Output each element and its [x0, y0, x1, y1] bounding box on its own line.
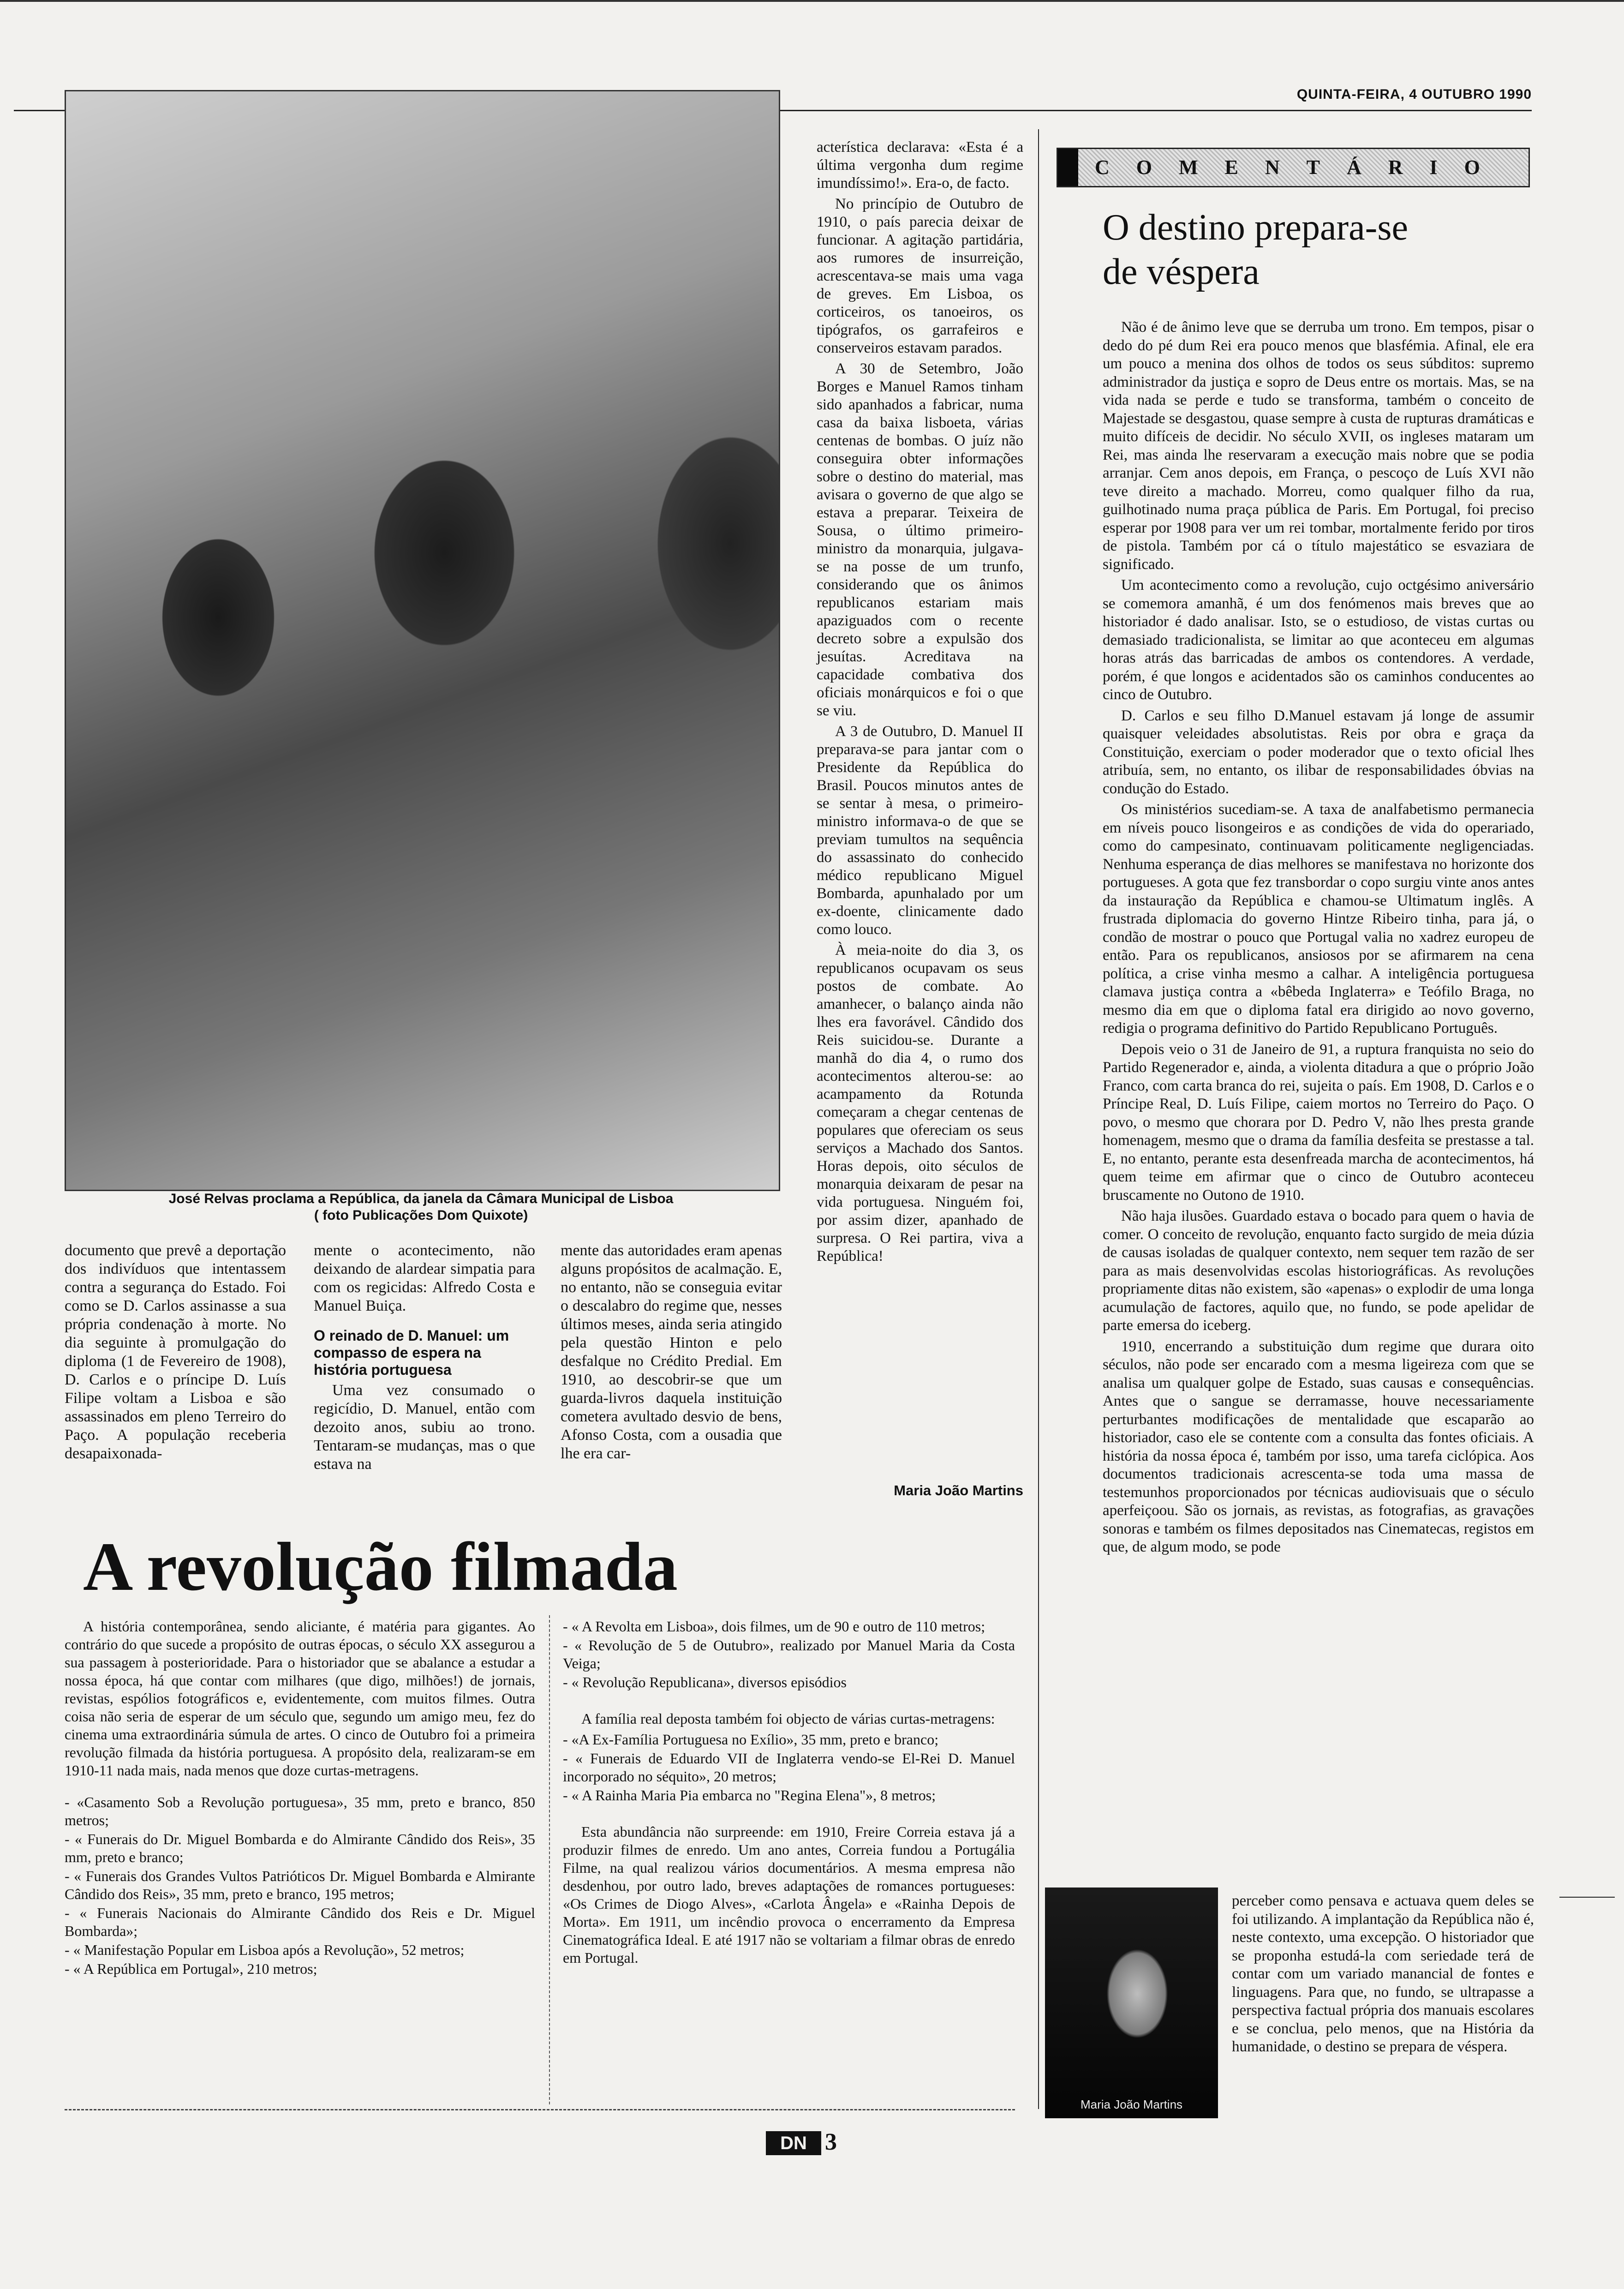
comment-title-line2: de véspera [1103, 252, 1260, 292]
main-paragraph: documento que prevê a deportação dos indivíduos que intentassem contra a segurança do Estado. Foi como se D. Carlos assinasse a sua própria condenação à morte. No dia seguinte à promulgação do diploma (1 de Fevereiro de 1908), D. Carlos e o príncipe D. Luís Filipe voltam a Lisboa e são assassinados em pleno Terreiro do Paço. A população receberia desapaixonada- [65, 1242, 286, 1462]
revolution-photo [65, 90, 780, 1191]
banner-label: COMENTÁRIO [1095, 156, 1507, 179]
column-divider [1038, 129, 1039, 2109]
film-bottom-dashes [65, 2109, 1015, 2110]
film-list-item: - « A Rainha Maria Pia embarca no "Regina Elena"», 8 metros; [563, 1787, 936, 1804]
comment-paragraph: perceber como pensava e actuava quem deles se foi utilizando. A implantação da República não é, neste contexto, uma excepção. O historiador que se proponha estudá-la com seriedade terá de contar com um variado manancial de fontes e linguagens. Para que, no fundo, se ultrapasse a perspectiva factual própria dos manuais escolares e se conclua, pelo menos, que na História da humanidade, o destino se prepara de véspera. [1232, 1893, 1534, 2055]
film-article-title: A revolução filmada [83, 1528, 678, 1605]
film-list-item: - « A Revolta em Lisboa», dois filmes, um de 90 e outro de 110 metros; [563, 1618, 985, 1635]
film-list-item: - « Revolução Republicana», diversos episódios [563, 1674, 847, 1690]
footer-logo [766, 2131, 821, 2155]
film-list-item: - «A Ex-Família Portuguesa no Exílio», 35 mm, preto e branco; [563, 1731, 939, 1748]
comment-paragraph: Os ministérios sucediam-se. A taxa de analfabetismo permanecia em níveis pouco lisongeiros e as condições de vida do operariado, como do campesinato, continuavam politicamente negligenciadas. Nenhuma esperança de dias melhores se manifestava no horizonte dos portugueses. A gota que fez transbordar o copo surgiu vinte anos antes da instauração da República e chamou-se Ultimatum inglês. A frustrada diplomacia do governo Hintze Ribeiro tinha, para já, o condão de mostrar o pouco que Portugal valia no xadrez europeu de então. Para os republicanos, ansiosos por se afirmarem na cena política, a crise vinha mesmo a calhar. A inteligência portuguesa clamava justiça contra a «bêbeda Inglaterra» e Teófilo Braga, no mesmo dia em que o diploma fatal era dirigido ao novo governo, redigia o programa definitivo do Partido Republicano Português. [1103, 801, 1534, 1037]
film-col-divider [549, 1615, 550, 2104]
film-col2 [563, 1618, 1015, 1970]
photo-caption-line1: José Relvas proclama a República, da janela da Câmara Municipal de Lisboa [168, 1191, 674, 1206]
film-paragraph: A história contemporânea, sendo aliciante, é matéria para gigantes. Ao contrário do que sucede a propósito de outras épocas, o século XX assegurou a sua passagem à posterioridade. Para o historiador que se abalance a estudar a nossa época, há que contar com milhares (que digo, milhões!) de jornais, revistas, espólios fotográficos e, evidentemente, com muitos filmes. Outra coisa não seria de esperar de um século que, segundo um amigo meu, fez do cinema uma extraordinária súmula de artes. O cinco de Outubro foi a primeira revolução filmada da história portuguesa. A propósito dela, realizaram-se em 1910-11 nada mais, nada menos que doze curtas-metragens. [65, 1618, 535, 1779]
main-bottom-col4 [817, 1204, 1023, 1499]
comment-paragraph: Não haja ilusões. Guardado estava o bocado para quem o havia de comer. O conceito de revolução, enquanto facto surgido de meia dúzia de causas isoladas de qualquer contexto, nem sequer tem razão de ser para as mais desenvolvidas escolas historiográficas. As revoluções propriamente ditas não existem, são «apenas» o explodir de uma longa acumulação de factores, aquilo que, no fundo, se pode apelidar de parte emersa do iceberg. [1103, 1208, 1534, 1334]
film-list-item: - « Revolução de 5 de Outubro», realizado por Manuel Maria da Costa Veiga; [563, 1637, 1015, 1672]
film-paragraph: Esta abundância não surpreende: em 1910, Freire Correia estava já a produzir filmes de enredo. Um ano antes, Correia fundou a Portugália Filme, na qual realizou vários documentários. A mesma empresa não desdenhou, por outro lado, breves adaptações de romances portugueses: «Os Crimes de Diogo Alves», «Carlota Ângela» e «Rainha Depois de Morta». Em 1911, um incêndio provoca o encerramento da Empresa Cinematográfica Ideal. E até 1917 não se voltariam a filmar obras de enredo em Portugal. [563, 1823, 1015, 1966]
film-list-item: - « A República em Portugal», 210 metros; [65, 1960, 317, 1977]
main-paragraph: acterística declarava: «Esta é a última vergonha dum regime imundíssimo!». Era-o, de facto. [817, 139, 1023, 192]
banner-square-icon [1058, 149, 1078, 186]
main-paragraph: No princípio de Outubro de 1910, o país parecia deixar de funcionar. A agitação partidária, aos rumores de insurreição, acrescentava-se mais uma vaga de greves. Em Lisboa, os corticeiros, os tanoeiros, os tipógrafos, os garrafeiros e conserveiros estavam parados. [817, 196, 1023, 356]
photo-caption-line2: ( foto Publicações Dom Quixote) [314, 1208, 528, 1223]
film-list-item: - « Manifestação Popular em Lisboa após a Revolução», 52 metros; [65, 1941, 465, 1958]
film-list-item: - «Casamento Sob a Revolução portuguesa», 35 mm, preto e branco, 850 metros; [65, 1794, 535, 1828]
subhead: O reinado de D. Manuel: um compasso de espera na história portuguesa [314, 1327, 509, 1378]
main-paragraph: mente das autoridades eram apenas alguns propósitos de acalmação. E, no entanto, não se conseguia evitar o descalabro do regime que, nesses últimos meses, ainda seria atingido pela questão Hinton e pelo desfalque no Crédito Predial. Em 1910, ao descobrir-se que um guarda-livros daquela instituição cometera avultado desvio de bens, Afonso Costa, com a ousadia que lhe era car- [561, 1242, 782, 1462]
page-number: 3 [825, 2129, 837, 2155]
footer-logo-text: DN [780, 2133, 807, 2153]
comment-title-line1: O destino prepara-se [1103, 207, 1408, 248]
comment-paragraph: 1910, encerrando a substituição dum regime que durara oito séculos, não pode ser encarado com a mesma ligeireza com que se analisa um qualquer golpe de Estado, suas causas e consequências. Antes que o sangue se derramasse, houve necessariamente perturbantes modificações de mentalidade que escaparão ao historiador, caso ele se contente com a consulta das fontes oficiais. A história da nossa época é, também por isso, uma tarefa ciclópica. Aos documentos tradicionais acrescenta-se toda uma massa de testemunhos proporcionados por técnicas audiovisuais que o século aperfeiçoou. São os jornais, as revistas, as fotografias, as gravações sonoras e também os filmes depositados nas Cinematecas, registos em que, de algum modo, se pode [1103, 1338, 1534, 1555]
main-paragraph: mente o acontecimento, não deixando de alardear simpatia para com os regicidas: Alfredo Costa e Manuel Buiça. [314, 1242, 535, 1314]
film-list-item: - « Funerais do Dr. Miguel Bombarda e do Almirante Cândido dos Reis», 35 mm, preto e branco; [65, 1831, 535, 1865]
main-paragraph: Uma vez consumado o regicídio, D. Manuel, então com dezoito anos, subiu ao trono. Tentaram-se mudanças, mas o que estava na [314, 1382, 535, 1473]
main-article-right-column [817, 138, 1023, 1268]
comment-narrow-text [1232, 1892, 1534, 2059]
main-bottom-col3 [561, 1241, 782, 1466]
header-date: QUINTA-FEIRA, 4 OUTUBRO 1990 [1296, 87, 1532, 102]
main-paragraph: A 30 de Setembro, João Borges e Manuel Ramos tinham sido apanhados a fabricar, numa casa da baixa lisboeta, várias centenas de bombas. O juíz não conseguira obter informações sobre o destino do material, mas avisara o governo de que algo se estava a preparar. Teixeira de Sousa, o último primeiro-ministro da monarquia, julgava-se na posse de um trunfo, considerando que os ânimos republicanos estariam mais apaziguados com o recente decreto sobre a expulsão dos jesuítas. Acreditava na capacidade combativa dos oficiais monárquicos e foi o que se viu. [817, 360, 1023, 719]
film-list-item: - « Funerais dos Grandes Vultos Patrióticos Dr. Miguel Bombarda e Almirante Cândido dos Reis», 35 mm, preto e branco, 195 metros; [65, 1868, 535, 1902]
comment-banner [1057, 148, 1530, 187]
film-list-item: - « Funerais de Eduardo VII de Inglaterra vendo-se El-Rei D. Manuel incorporado no séquito», 20 metros; [563, 1750, 1015, 1785]
film-col1 [65, 1618, 535, 1979]
comment-body [1103, 318, 1534, 1559]
main-author: Maria João Martins [894, 1482, 1023, 1498]
main-bottom-col1 [65, 1241, 286, 1466]
film-paragraph: A família real deposta também foi objecto de várias curtas-metragens: [581, 1710, 995, 1727]
main-paragraph: À meia-noite do dia 3, os republicanos ocupavam os seus postos de combate. Ao amanhecer, o balanço ainda não lhes era favorável. Cândido dos Reis suicidou-se. Durante a manhã do dia 4, o rumo dos acontecimentos alterou-se: ao acampamento da Rotunda começaram a chegar centenas de populares que ofereciam os seus serviços a Machado dos Santos. Horas depois, oito séculos de monarquia deixaram de pesar na vida portuguesa. Ninguém foi, por assim dizer, apanhado de surpresa. O Rei partira, viva a República! [817, 942, 1023, 1264]
photo-caption [65, 1191, 777, 1224]
top-rule [0, 0, 1624, 2]
comment-paragraph: Não é de ânimo leve que se derruba um trono. Em tempos, pisar o dedo do pé dum Rei era pouco menos que blasfémia. Afinal, ele era um pouco a menina dos olhos de todos os seus súbditos: supremo administrador da justiça e sopro de Deus entre os mortais. Mas, se na vida nada se perde e tudo se transforma, também o conceito de Majestade se desgastou, quase sempre à custa de rupturas dramáticas e muito difíceis de decidir. No século XVII, os ingleses mataram um Rei, mas ainda lhe reservaram a execução mais nobre que se podia arranjar. Cem anos depois, em França, o pescoço de Luís XVI não teve direito a machado. Morreu, como qualquer filho da rua, guilhotinado numa praça pública de Paris. Em Portugal, foi preciso esperar por 1908 para ver um rei tombar, mortalmente ferido por tiros de pistola. Também por cá o título majestático se esvaziara de significado. [1103, 319, 1534, 573]
margin-mark [1559, 1897, 1615, 1898]
main-bottom-col2 [314, 1241, 535, 1476]
comment-paragraph: Depois veio o 31 de Janeiro de 91, a ruptura franquista no seio do Partido Regenerador e, ainda, a violenta ditadura a que o próprio João Franco, com carta branca do rei, sujeita o país. Em 1908, D. Carlos e o Príncipe Real, D. Luís Filipe, caiem mortos no Terreiro do Paço. O povo, o mesmo que chorara por D. Pedro V, não lhes presta grande homenagem, mesmo que o drama da família desfeita se prestasse a tal. E, no entanto, perante esta desenfreada marcha de acontecimentos, há quem teime em afirmar que o cinco de Outubro aconteceu bruscamente no Outono de 1910. [1103, 1041, 1534, 1204]
author-photo [1045, 1888, 1218, 2118]
author-photo-label: Maria João Martins [1080, 2097, 1183, 2111]
main-paragraph: A 3 de Outubro, D. Manuel II preparava-se para jantar com o Presidente da República do Brasil. Poucos minutos antes de se sentar à mesa, o primeiro-ministro informava-o de que se previam tumultos na sequência do assassinato do conhecido médico republicano Miguel Bombarda, apunhalado por um ex-doente, clinicamente dado como louco. [817, 723, 1023, 938]
comment-paragraph: D. Carlos e seu filho D.Manuel estavam já longe de assumir quaisquer veleidades absolutistas. Reis por obra e graça da Constituição, exerciam o poder moderador que o texto oficial lhes atribuía, sem, no entanto, os ilibar de responsabilidades óbvias na condução do Estado. [1103, 707, 1534, 797]
comment-paragraph: Um acontecimento como a revolução, cujo octgésimo aniversário se comemora amanhã, é um dos fenómenos mais breves que ao historiador é dado analisar. Isto, se o estudioso, de vistas curtas ou demasiado tradicionalista, se limitar ao que aconteceu em algumas horas atrás das barricadas de ambos os contendores. A verdade, porém, é que longos e acidentados são os caminhos conducentes ao cinco de Outubro. [1103, 577, 1534, 703]
comment-title [1103, 205, 1518, 294]
film-list-item: - « Funerais Nacionais do Almirante Cândido dos Reis e Dr. Miguel Bombarda»; [65, 1905, 535, 1939]
